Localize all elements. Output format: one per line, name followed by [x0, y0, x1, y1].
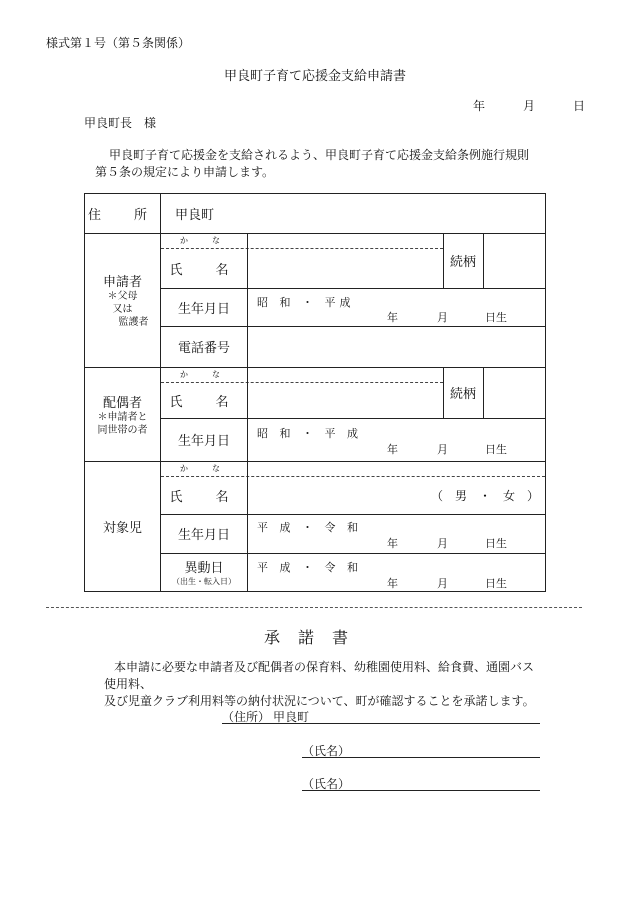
- applicant-note-2: 又は: [112, 304, 133, 315]
- column-divider: [483, 367, 484, 418]
- address-signature-line: [222, 723, 540, 724]
- child-kana-label: か な: [180, 464, 228, 473]
- address-value: 甲良町: [175, 208, 215, 223]
- column-divider: [483, 233, 484, 288]
- address-label: 住 所: [87, 208, 157, 223]
- date-month: 月: [523, 99, 536, 113]
- applicant-relation-label: 続柄: [449, 255, 476, 270]
- change-month: 月: [437, 577, 448, 590]
- child-birth-year: 年: [387, 537, 398, 550]
- applicant-label: 申請者: [102, 275, 142, 290]
- spouse-era-options: 昭 和 ・ 平 成: [257, 427, 362, 440]
- date-year: 年: [473, 99, 486, 113]
- spouse-relation-label: 続柄: [449, 387, 476, 402]
- date-day: 日: [573, 99, 586, 113]
- consent-name-label-1: （氏名）: [302, 744, 351, 758]
- spouse-birth-month: 月: [437, 443, 448, 456]
- spouse-birth-day: 日生: [485, 443, 507, 456]
- child-era-options: 平 成 ・ 令 和: [257, 521, 362, 534]
- change-date-label-block: [161, 553, 247, 591]
- column-divider: [247, 233, 248, 591]
- applicant-note-3: 監護者: [118, 317, 149, 328]
- spouse-name-label: 氏 名: [169, 395, 239, 410]
- application-form-table: [84, 193, 546, 592]
- statement-line-1: 甲良町子育て応援金を支給されるよう、甲良町子育て応援金支給条例施行規則: [109, 148, 530, 162]
- form-number: 様式第１号（第５条関係）: [46, 36, 191, 50]
- consent-statement: [104, 659, 544, 710]
- child-name-label: 氏 名: [169, 490, 239, 505]
- change-era-options: 平 成 ・ 令 和: [257, 561, 362, 574]
- change-day: 日生: [485, 577, 507, 590]
- child-birth-label: 生年月日: [177, 528, 230, 543]
- spouse-label-block: [85, 367, 160, 461]
- applicant-birth-month: 月: [437, 311, 448, 324]
- applicant-kana-label: か な: [180, 236, 228, 245]
- consent-line-2: 及び児童クラブ利用料等の納付状況について、町が確認することを承諾します。: [104, 694, 535, 708]
- applicant-birth-day: 日生: [485, 311, 507, 324]
- applicant-label-block: [85, 233, 160, 367]
- child-gender-options: （ 男 ・ 女 ）: [431, 489, 540, 503]
- consent-title: 承諾書: [263, 628, 366, 647]
- spouse-label: 配偶者: [102, 395, 142, 411]
- applicant-note-1: ＊父母: [107, 291, 138, 302]
- child-label: 対象児: [102, 520, 142, 536]
- consent-address-value: 甲良町: [273, 710, 310, 724]
- statement-line-2: 第５条の規定により申請します。: [95, 165, 275, 179]
- cut-line: [46, 607, 582, 608]
- consent-address-label: （住所）: [222, 710, 271, 724]
- child-birth-day: 日生: [485, 537, 507, 550]
- phone-label: 電話番号: [177, 341, 230, 356]
- consent-name-label-2: （氏名）: [302, 777, 351, 791]
- applicant-name-label: 氏 名: [169, 263, 239, 278]
- name-signature-line-2: [302, 790, 540, 791]
- spouse-kana-label: か な: [180, 370, 228, 379]
- addressee: 甲良町長 様: [84, 116, 157, 130]
- spouse-note-2: 同世帯の者: [97, 424, 148, 436]
- change-date-label: 異動日: [184, 561, 224, 576]
- spouse-note-1: ＊申請者と: [97, 411, 148, 423]
- change-year: 年: [387, 577, 398, 590]
- page-title: 甲良町子育て応援金支給申請書: [223, 69, 406, 84]
- applicant-birth-year: 年: [387, 311, 398, 324]
- name-signature-line-1: [302, 757, 540, 758]
- change-date-note: （出生・転入日）: [172, 577, 236, 586]
- child-birth-month: 月: [437, 537, 448, 550]
- spouse-birth-year: 年: [387, 443, 398, 456]
- application-statement: [95, 147, 555, 181]
- consent-line-1: 本申請に必要な申請者及び配偶者の保育料、幼稚園使用料、給食費、通園バス使用料、: [104, 660, 535, 691]
- applicant-era-options: 昭 和 ・ 平成: [257, 296, 355, 309]
- applicant-birth-label: 生年月日: [177, 301, 230, 317]
- spouse-birth-label: 生年月日: [177, 434, 230, 449]
